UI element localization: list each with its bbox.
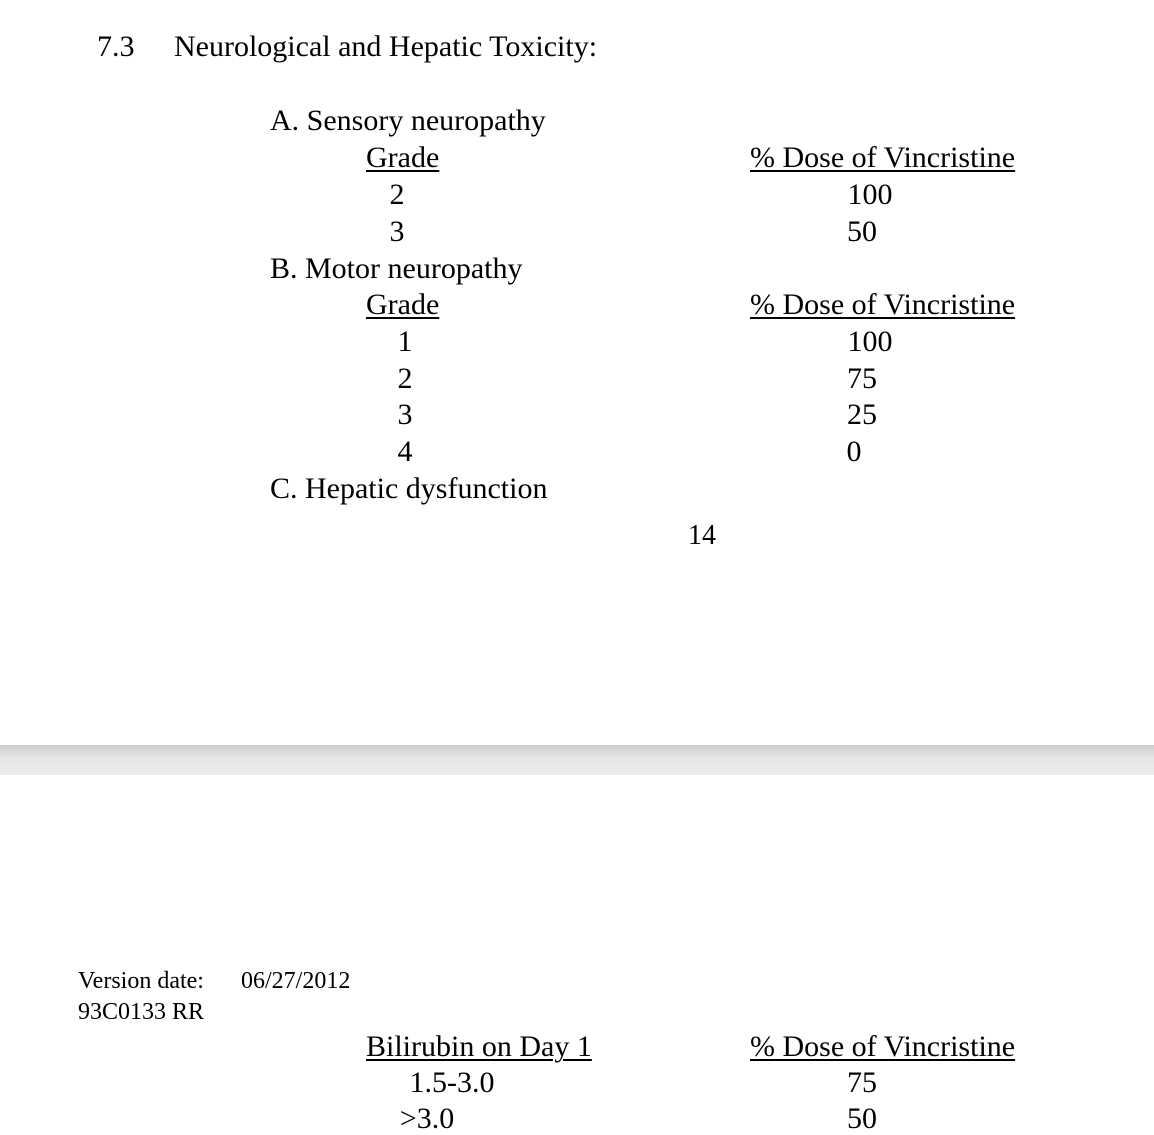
page-number: 14 [688, 520, 716, 551]
sensory-grade-cell: 3 [389, 215, 405, 248]
motor-dose-cell: 0 [846, 435, 862, 468]
sensory-dose-cell: 100 [847, 178, 893, 211]
bilirubin-header: Bilirubin on Day 1 [366, 1030, 592, 1063]
page-divider [0, 745, 1154, 775]
bilirubin-dose-cell: 50 [847, 1102, 877, 1135]
motor-dose-cell: 100 [847, 325, 893, 358]
motor-dose-cell: 25 [847, 398, 877, 431]
sensory-grade-header: Grade [366, 141, 440, 174]
motor-grade-cell: 4 [397, 435, 413, 468]
motor-heading: B. Motor neuropathy [270, 252, 523, 285]
section-title: Neurological and Hepatic Toxicity: [174, 30, 598, 63]
motor-dose-header: % Dose of Vincristine [750, 288, 1016, 321]
sensory-dose-cell: 50 [847, 215, 877, 248]
version-date: 06/27/2012 [241, 968, 351, 994]
version-label: Version date: [78, 968, 204, 994]
bilirubin-cell: 1.5-3.0 [409, 1066, 495, 1099]
bilirubin-dose-cell: 75 [847, 1066, 877, 1099]
section-number: 7.3 [97, 30, 135, 63]
motor-grade-cell: 1 [397, 325, 413, 358]
hepatic-heading: C. Hepatic dysfunction [270, 472, 548, 505]
protocol-id: 93C0133 RR [78, 999, 205, 1025]
sensory-heading: A. Sensory neuropathy [270, 104, 546, 137]
bilirubin-cell: >3.0 [399, 1102, 455, 1135]
motor-dose-cell: 75 [847, 362, 877, 395]
bilirubin-dose-header: % Dose of Vincristine [750, 1030, 1016, 1063]
sensory-dose-header: % Dose of Vincristine [750, 141, 1016, 174]
motor-grade-header: Grade [366, 288, 440, 321]
sensory-grade-cell: 2 [389, 178, 405, 211]
motor-grade-cell: 2 [397, 362, 413, 395]
motor-grade-cell: 3 [397, 398, 413, 431]
